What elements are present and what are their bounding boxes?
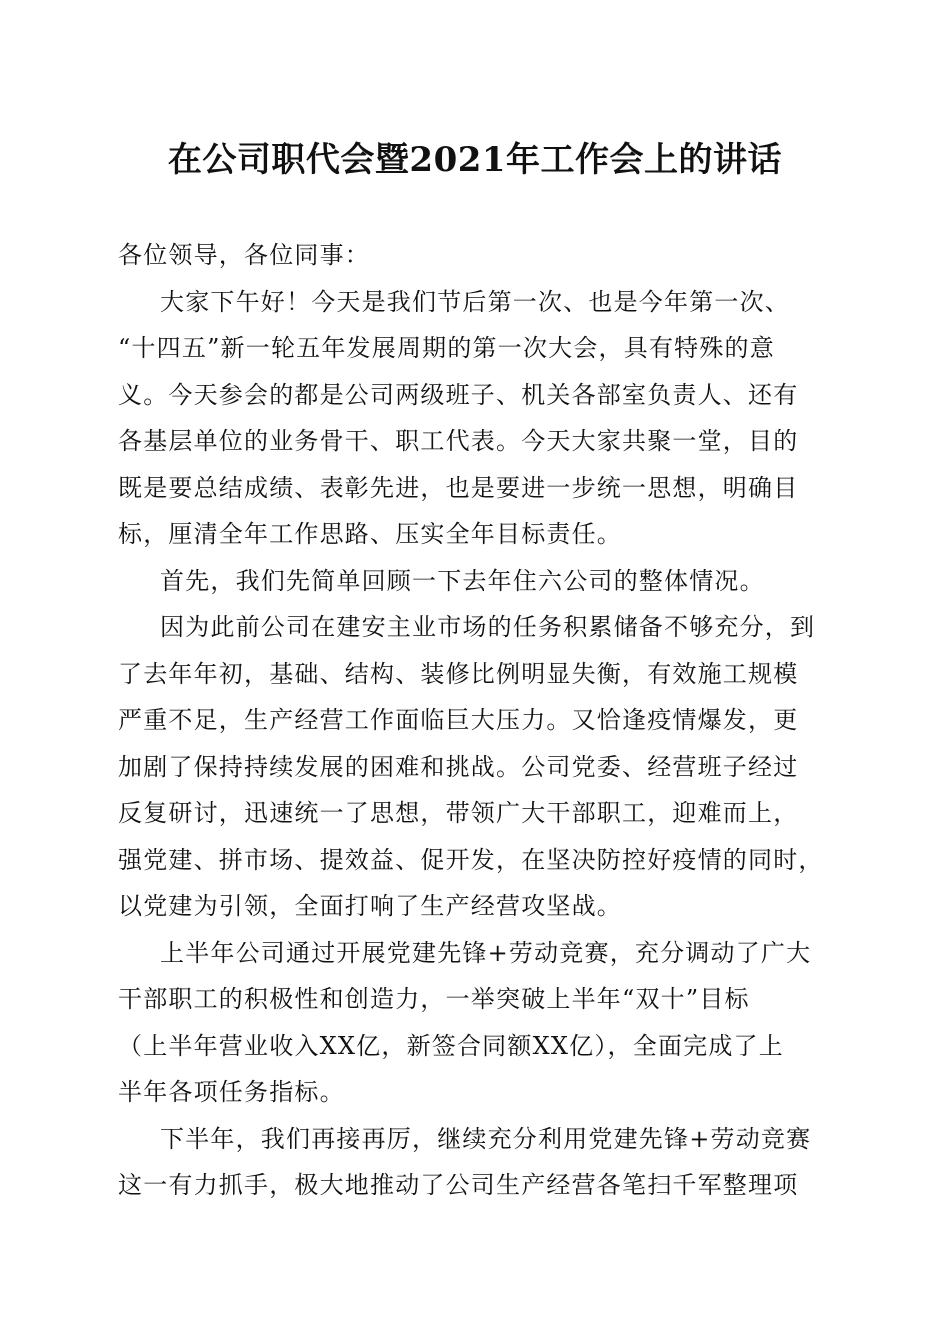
paragraph-line: 这一有力抓手，极大地推动了公司生产经营各笔扫千军整理项 (118, 1171, 799, 1199)
paragraph-line: 严重不足，生产经营工作面临巨大压力。又恰逢疫情爆发，更 (118, 706, 799, 734)
document-body (118, 232, 838, 1209)
paragraph-line: 既是要总结成绩、表彰先进，也是要进一步统一思想，明确目 (118, 473, 799, 502)
paragraph-line: 强党建、拼市场、提效益、促开发，在坚决防控好疫情的同时， (118, 845, 824, 874)
paragraph-line: 反复研讨，迅速统一了思想，带领广大干部职工，迎难而上， (118, 799, 799, 827)
paragraph-line: 干部职工的积极性和创造力，一举突破上半年“双十”目标 (118, 985, 750, 1013)
paragraph-line: 标，厘清全年工作思路、压实全年目标责任。 (118, 520, 622, 548)
paragraph-first-line: 大家下午好！今天是我们节后第一次、也是今年第一次、 (160, 287, 790, 316)
paragraph-line: 加剧了保持持续发展的困难和挑战。公司党委、经营班子经过 (118, 752, 799, 781)
paragraph-line: 以党建为引领，全面打响了生产经营攻坚战。 (118, 892, 622, 920)
paragraph-line: 义。今天参会的都是公司两级班子、机关各部室负责人、还有 (118, 380, 799, 409)
paragraph-line: （上半年营业收入XX亿，新签合同额XX亿），全面完成了上 (118, 1031, 784, 1060)
document-title: 在公司职代会暨2021年工作会上的讲话 (167, 140, 783, 180)
paragraph-line: 半年各项任务指标。 (118, 1078, 345, 1106)
paragraph-line: 各位领导，各位同事： (118, 241, 370, 269)
paragraph-line: 各基层单位的业务骨干、职工代表。今天大家共聚一堂，目的 (118, 427, 799, 455)
paragraph-first-line: 首先，我们先简单回顾一下去年住六公司的整体情况。 (160, 566, 765, 595)
paragraph-line: “十四五”新一轮五年发展周期的第一次大会，具有特殊的意 (118, 334, 775, 362)
paragraph-line: 了去年年初，基础、结构、装修比例明显失衡，有效施工规模 (118, 659, 799, 688)
paragraph-first-line: 下半年，我们再接再厉，继续充分利用党建先锋+劳动竞赛 (160, 1124, 812, 1153)
paragraph-first-line: 上半年公司通过开展党建先锋+劳动竞赛，充分调动了广大 (160, 938, 812, 967)
paragraph-first-line: 因为此前公司在建安主业市场的任务积累储备不够充分，到 (160, 613, 816, 641)
